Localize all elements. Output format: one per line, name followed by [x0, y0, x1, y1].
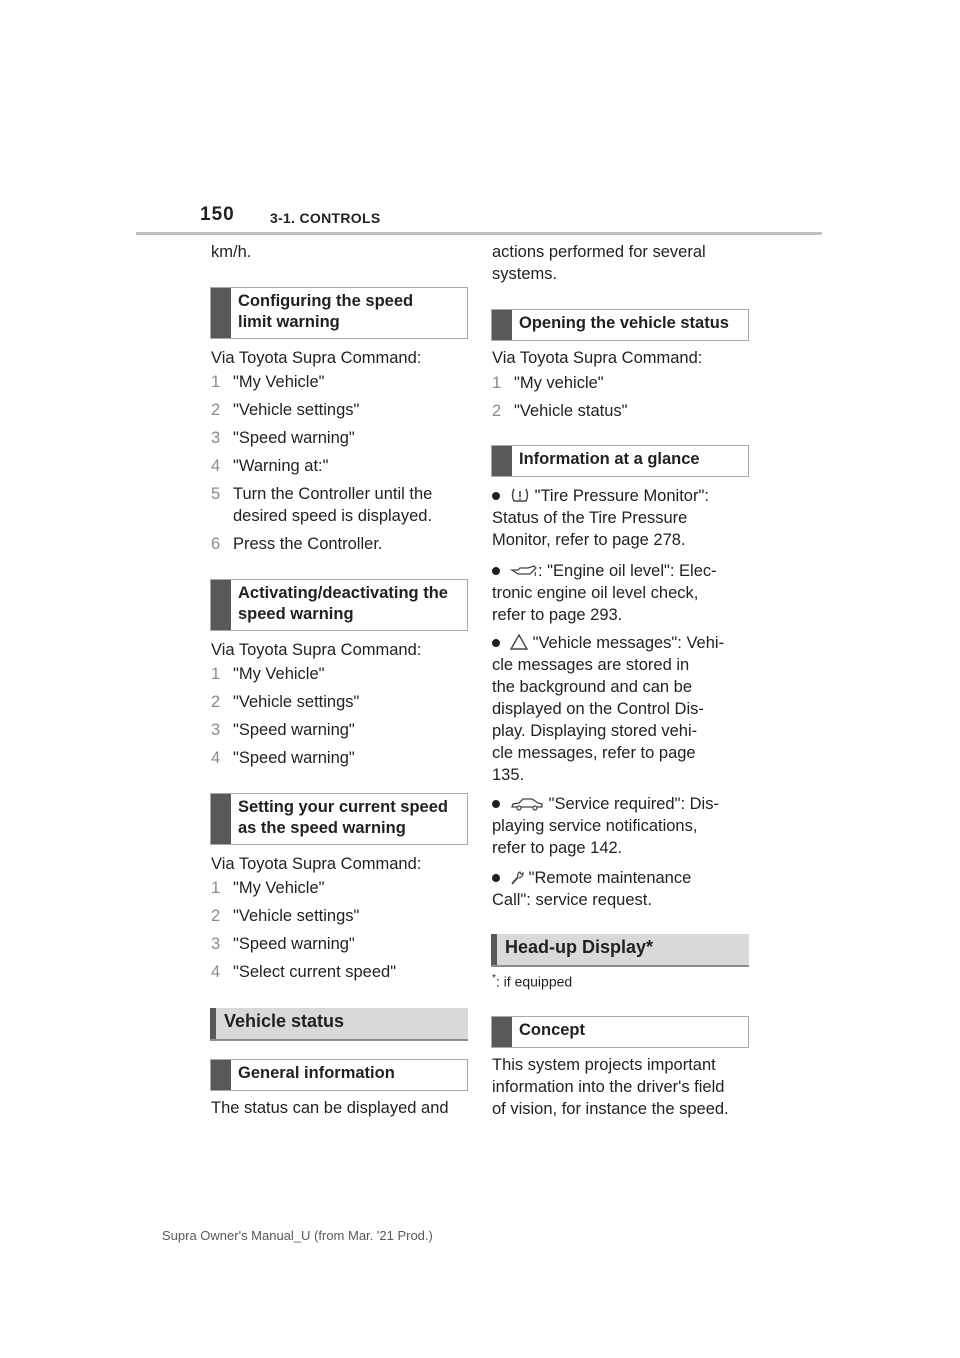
bullet-dot [492, 639, 500, 647]
intro-text: km/h. [211, 243, 252, 261]
vehicle-status-heading [210, 1008, 468, 1041]
configuring-heading-label: Configuring the speed limit warning [238, 292, 414, 331]
bullet-dot [492, 492, 500, 500]
activating-heading [210, 579, 468, 631]
opening-heading-label: Opening the vehicle status [519, 314, 729, 332]
list-item: "Remote maintenance Call": service request. [492, 869, 692, 909]
step-item: 4 "Warning at:" [211, 457, 329, 475]
heading-bar [211, 1060, 231, 1090]
section-title: 3-1. CONTROLS [270, 210, 381, 226]
activating-via: Via Toyota Supra Command: [211, 641, 422, 659]
opening-heading [491, 309, 749, 341]
opening-via: Via Toyota Supra Command: [492, 349, 703, 367]
general-info-heading-label: General information [238, 1064, 395, 1082]
step-item: 3 "Speed warning" [211, 935, 355, 953]
step-item: 2 "Vehicle settings" [211, 693, 360, 711]
step-item: 3 "Speed warning" [211, 721, 355, 739]
bullet-dot [492, 567, 500, 575]
step-item: 6 Press the Controller. [211, 535, 383, 553]
concept-heading [491, 1016, 749, 1048]
footnote: *: if equipped [492, 973, 573, 990]
step-item: 1 "My Vehicle" [211, 373, 325, 391]
vehicle-status-heading-label: Vehicle status [224, 1011, 345, 1031]
step-item: 1 "My Vehicle" [211, 879, 325, 897]
setting-via: Via Toyota Supra Command: [211, 855, 422, 873]
concept-heading-label: Concept [519, 1021, 585, 1039]
service-car-icon [510, 797, 544, 811]
heading-bar [211, 580, 231, 630]
list-item: "Tire Pressure Monitor": Status of the Tire Pressure Monitor, refer to page 278. [492, 487, 709, 549]
step-item: 4 "Select current speed" [211, 963, 397, 981]
wrench-icon [510, 871, 524, 885]
glance-heading-label: Information at a glance [519, 450, 700, 468]
setting-heading [210, 793, 468, 845]
activating-heading-label: Activating/deactivating the speed warning [238, 584, 448, 623]
heading-bar [211, 794, 231, 844]
header-rule [136, 232, 822, 235]
glance-heading [491, 445, 749, 477]
concept-text: This system projects important information into the driver's field of vision, for instance the speed. [492, 1056, 729, 1118]
step-item: 2 "Vehicle settings" [211, 907, 360, 925]
heading-bar [210, 1008, 216, 1039]
setting-heading-label: Setting your current speed as the speed warning [238, 798, 448, 837]
continued-text: actions performed for several systems. [492, 243, 706, 283]
heading-bar [492, 446, 512, 476]
bullet-dot [492, 800, 500, 808]
list-item: : "Engine oil level": Elec- tronic engine oil level check, refer to page 293. [492, 562, 717, 624]
step-item: 1 "My vehicle" [492, 374, 604, 392]
status-text: The status can be displayed and [211, 1099, 449, 1117]
step-item: 2 "Vehicle status" [492, 402, 628, 420]
list-item: "Vehicle messages": Vehi- cle messages are stored in the background and can be displayed on the Control Dis- play. Displaying stored vehi- cle messages, refer to page 135. [492, 634, 725, 784]
step-item: 2 "Vehicle settings" [211, 401, 360, 419]
hud-heading [491, 934, 749, 967]
tire-pressure-icon [510, 487, 530, 503]
list-item: "Service required": Dis- playing service notifications, refer to page 142. [492, 795, 719, 857]
step-item: 3 "Speed warning" [211, 429, 355, 447]
step-item: 1 "My Vehicle" [211, 665, 325, 683]
configuring-heading [210, 287, 468, 339]
hud-heading-label: Head-up Display* [505, 937, 654, 957]
page-number: 150 [200, 204, 235, 225]
warning-triangle-icon [510, 634, 528, 650]
heading-bar [492, 310, 512, 340]
footer-text: Supra Owner's Manual_U (from Mar. '21 Prod.) [162, 1228, 433, 1243]
configuring-via: Via Toyota Supra Command: [211, 349, 422, 367]
heading-bar [491, 934, 497, 965]
heading-bar [492, 1017, 512, 1047]
bullet-dot [492, 874, 500, 882]
step-item: 4 "Speed warning" [211, 749, 355, 767]
heading-bar [211, 288, 231, 338]
engine-oil-icon [510, 564, 538, 578]
general-info-heading [210, 1059, 468, 1091]
step-item: 5 Turn the Controller until the desired speed is displayed. [211, 485, 433, 525]
